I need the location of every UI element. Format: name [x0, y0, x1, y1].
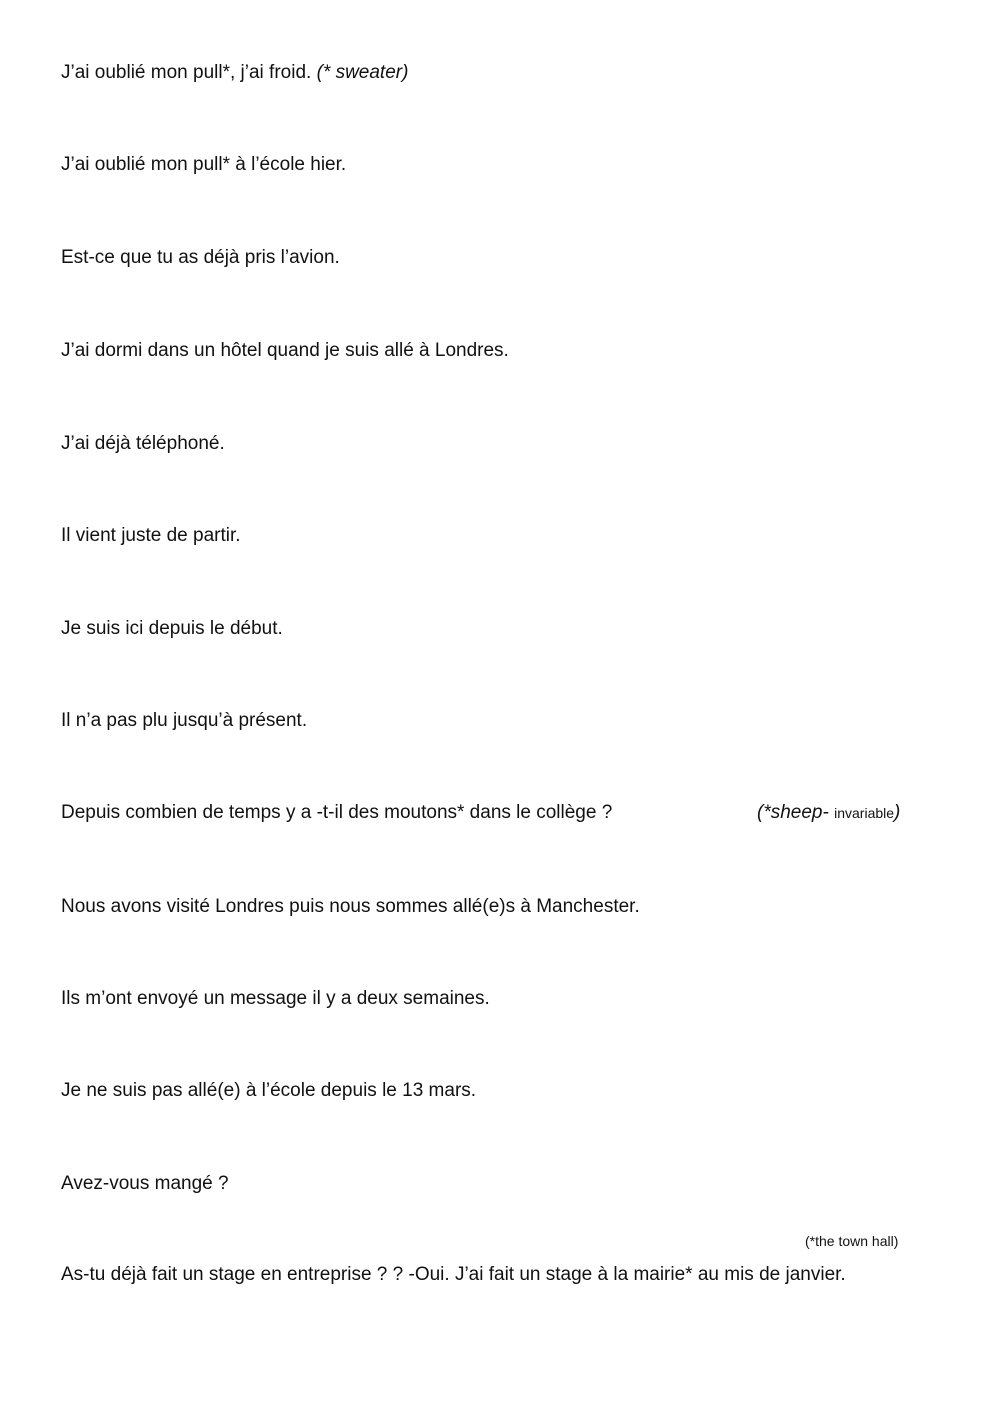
- sweater-footnote: (* sweater): [316, 62, 409, 83]
- sheep-footnote-close: ): [894, 802, 901, 823]
- sentence-13: Avez-vous mangé ?: [61, 1173, 229, 1194]
- sentence-7: Je suis ici depuis le début.: [61, 618, 283, 639]
- sentence-4: J’ai dormi dans un hôtel quand je suis allé à Londres.: [61, 340, 509, 361]
- sheep-footnote-small: invariable: [834, 805, 895, 821]
- sentence-9: Depuis combien de temps y a -t-il des moutons* dans le collège ?: [61, 802, 613, 823]
- sentence-12: Je ne suis pas allé(e) à l’école depuis le 13 mars.: [61, 1080, 477, 1101]
- town-hall-footnote: (*the town hall): [805, 1233, 899, 1249]
- sentence-11: Ils m’ont envoyé un message il y a deux semaines.: [61, 988, 490, 1009]
- sentence-10: Nous avons visité Londres puis nous sommes allé(e)s à Manchester.: [61, 896, 640, 917]
- sheep-footnote: [757, 801, 900, 825]
- sentence-1-text: J’ai oublié mon pull*, j’ai froid.: [61, 62, 317, 83]
- sentence-1: [61, 61, 408, 85]
- sentence-8: Il n’a pas plu jusqu’à présent.: [61, 710, 308, 731]
- sentence-6: Il vient juste de partir.: [61, 525, 241, 546]
- sentence-2: J’ai oublié mon pull* à l’école hier.: [61, 154, 347, 175]
- sentence-3: Est-ce que tu as déjà pris l’avion.: [61, 247, 340, 268]
- sentence-14: As-tu déjà fait un stage en entreprise ? ? -Oui. J’ai fait un stage à la mairie* au mis de janvier.: [61, 1264, 846, 1285]
- sentence-5: J’ai déjà téléphoné.: [61, 433, 225, 454]
- sheep-footnote-open: (*sheep-: [757, 802, 835, 823]
